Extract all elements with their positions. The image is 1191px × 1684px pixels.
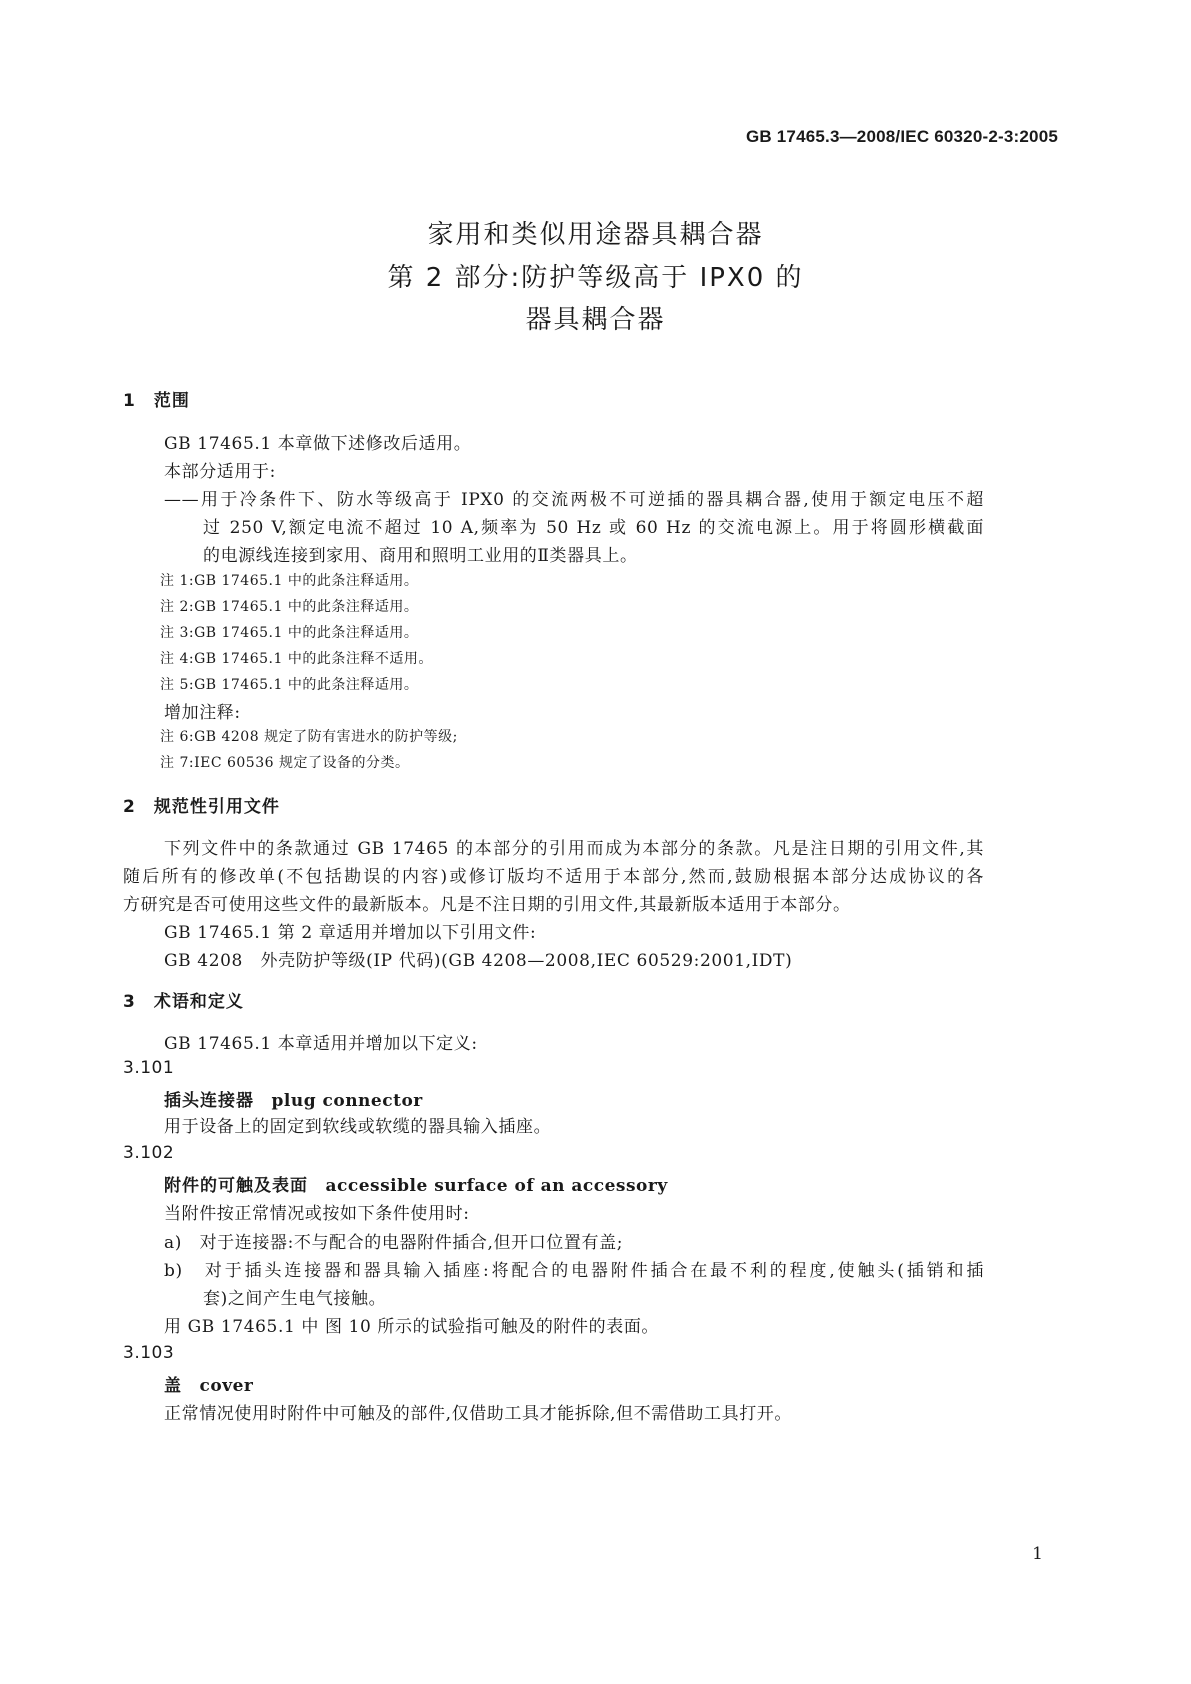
- standard-number-header: GB 17465.3—2008/IEC 60320-2-3:2005: [745, 127, 1058, 146]
- section-2-heading: 2 规范性引用文件: [123, 797, 280, 817]
- section-2-paragraph-line: 下列文件中的条款通过 GB 17465 的本部分的引用而成为本部分的条款。凡是注日期的引用文件,其: [164, 839, 984, 859]
- note: 注 2:GB 17465.1 中的此条注释适用。: [160, 599, 419, 615]
- section-1-paragraph: GB 17465.1 本章做下述修改后适用。: [164, 434, 472, 454]
- note: 注 4:GB 17465.1 中的此条注释不适用。: [160, 651, 433, 667]
- dash-item-line: 的电源线连接到家用、商用和照明工业用的Ⅱ类器具上。: [203, 546, 638, 566]
- term-chinese: 附件的可触及表面: [164, 1176, 308, 1196]
- note: 注 1:GB 17465.1 中的此条注释适用。: [160, 573, 419, 589]
- definition-number: 3.103: [123, 1343, 175, 1363]
- section-1-heading: 1 范围: [123, 391, 190, 411]
- section-1-paragraph: 本部分适用于:: [164, 462, 276, 482]
- section-2-paragraph: GB 17465.1 第 2 章适用并增加以下引用文件:: [164, 923, 537, 943]
- term-english: plug connector: [271, 1091, 423, 1111]
- note: 注 7:IEC 60536 规定了设备的分类。: [160, 755, 410, 771]
- definition-number: 3.101: [123, 1058, 175, 1078]
- section-2-paragraph-line: 随后所有的修改单(不包括勘误的内容)或修订版均不适用于本部分,然而,鼓励根据本部分达成协议的各: [123, 867, 984, 887]
- title-line-3: 器具耦合器: [525, 305, 666, 335]
- note: 注 5:GB 17465.1 中的此条注释适用。: [160, 677, 419, 693]
- section-3-heading: 3 术语和定义: [123, 992, 244, 1012]
- term-chinese: 插头连接器: [164, 1091, 254, 1111]
- definition-term: [164, 1086, 423, 1111]
- definition-number: 3.102: [123, 1143, 175, 1163]
- definition-term: [164, 1171, 668, 1196]
- note: 注 3:GB 17465.1 中的此条注释适用。: [160, 625, 419, 641]
- title-line-1: 家用和类似用途器具耦合器: [427, 220, 764, 250]
- section-3-paragraph: GB 17465.1 本章适用并增加以下定义:: [164, 1034, 478, 1054]
- page-number: 1: [1032, 1544, 1043, 1564]
- definition-text: 用于设备上的固定到软线或软缆的器具输入插座。: [164, 1117, 552, 1137]
- list-item: a) 对于连接器:不与配合的电器附件插合,但开口位置有盖;: [164, 1233, 624, 1253]
- note: 注 6:GB 4208 规定了防有害进水的防护等级;: [160, 729, 458, 745]
- definition-text: 正常情况使用时附件中可触及的部件,仅借助工具才能拆除,但不需借助工具打开。: [164, 1404, 793, 1424]
- definition-text: 用 GB 17465.1 中 图 10 所示的试验指可触及的附件的表面。: [164, 1317, 660, 1337]
- term-english: cover: [199, 1376, 254, 1396]
- list-item-continuation: 套)之间产生电气接触。: [203, 1289, 387, 1309]
- dash-item-line: ——用于冷条件下、防水等级高于 IPX0 的交流两极不可逆插的器具耦合器,使用于额定电压不超: [164, 490, 984, 510]
- list-item: b) 对于插头连接器和器具输入插座:将配合的电器附件插合在最不利的程度,使触头(插销和插: [164, 1261, 984, 1281]
- term-english: accessible surface of an accessory: [325, 1176, 668, 1196]
- title-line-2: 第 2 部分:防护等级高于 IPX0 的: [387, 263, 804, 293]
- term-chinese: 盖: [164, 1376, 182, 1396]
- definition-text: 当附件按正常情况或按如下条件使用时:: [164, 1204, 470, 1224]
- section-2-paragraph-line: 方研究是否可使用这些文件的最新版本。凡是不注日期的引用文件,其最新版本适用于本部分。: [123, 895, 851, 915]
- normative-reference: GB 4208 外壳防护等级(IP 代码)(GB 4208—2008,IEC 60529:2001,IDT): [164, 951, 793, 971]
- added-notes-label: 增加注释:: [164, 703, 241, 723]
- definition-term: [164, 1371, 253, 1396]
- dash-item-line: 过 250 V,额定电流不超过 10 A,频率为 50 Hz 或 60 Hz 的交流电源上。用于将圆形横截面: [203, 518, 984, 538]
